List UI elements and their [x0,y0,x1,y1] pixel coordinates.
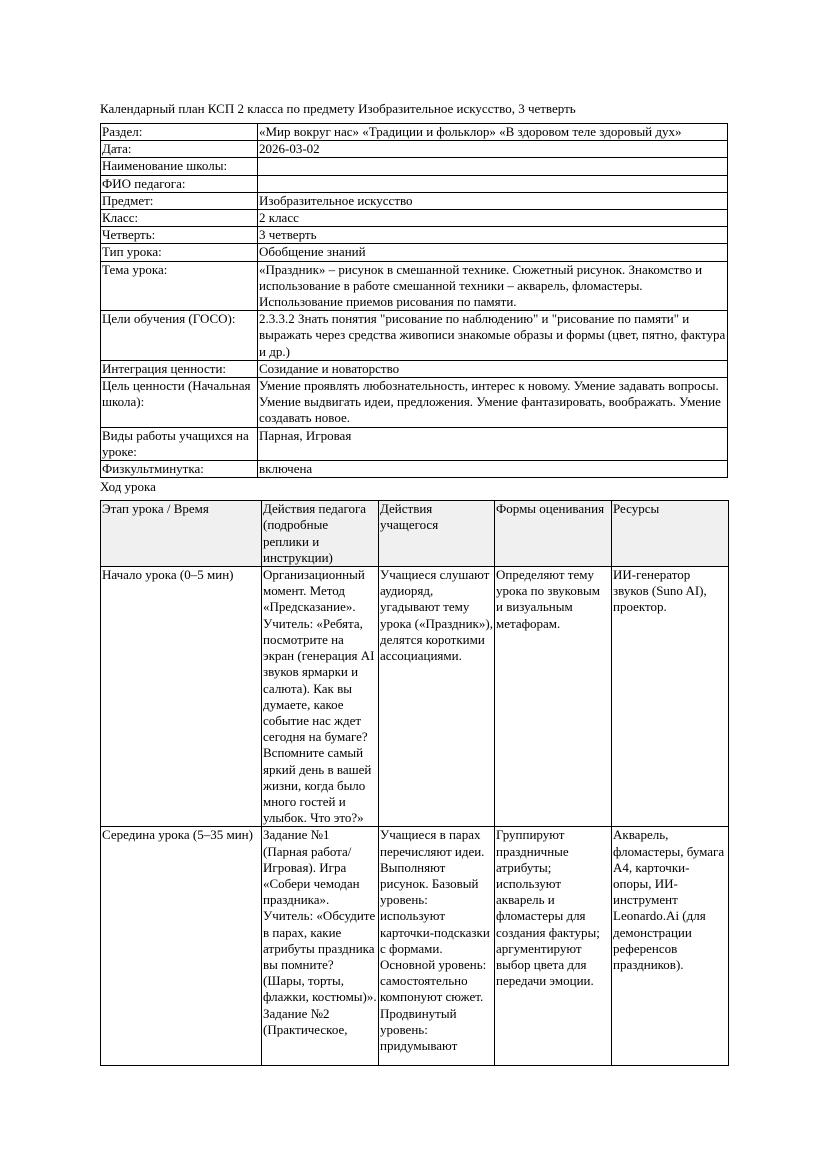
info-value: Умение проявлять любознательность, интерес к новому. Умение задавать вопросы. Умение выдвигать идеи, предложения. Умение фантазировать, воображать. Умение создавать новое. [258,378,728,428]
lesson-flow-label: Ход урока [100,479,156,495]
flow-header-teacher: Действия педагога (подробные реплики и инструкции) [262,501,379,567]
info-value: 2026-03-02 [258,141,728,158]
flow-row-start [101,567,729,827]
info-key: Виды работы учащихся на уроке: [101,427,258,460]
info-row [101,378,728,428]
info-row [101,427,728,460]
info-value: Изобразительное искусство [258,192,728,209]
info-key: Физкультминутка: [101,461,258,478]
info-key: Тип урока: [101,244,258,261]
info-key: Класс: [101,210,258,227]
info-row [101,227,728,244]
flow-header-stage: Этап урока / Время [101,501,262,567]
info-value [258,158,728,175]
info-value: «Мир вокруг нас» «Традиции и фольклор» «В здоровом теле здоровый дух» [258,124,728,141]
flow-teacher-text: Задание №1 (Парная работа/Игровая). Игра «Собери чемодан праздника». Учитель: «Обсудите в парах, какие атрибуты праздника вы помните? (Шары, торты, флажки, костюмы)». Задание №2 (Практическое, [263,827,377,1037]
flow-row-middle [101,827,729,1066]
info-value: Парная, Игровая [258,427,728,460]
info-row [101,141,728,158]
flow-student-cell: Учащиеся слушают аудиоряд, угадывают тему урока («Праздник»), делятся короткими ассоциациями. [379,567,495,827]
info-key: Предмет: [101,192,258,209]
info-value: Созидание и новаторство [258,360,728,377]
info-row [101,461,728,478]
flow-assessment-text: Группируют праздничные атрибуты; используют акварель и фломастеры для создания фактуры; аргументируют выбор цвета для передачи эмоции. [496,827,600,989]
document-page [100,101,728,1066]
info-value: 2 класс [258,210,728,227]
flow-resources-cell: ИИ-генератор звуков (Suno AI), проектор. [612,567,729,827]
flow-student-text: Учащиеся в парах перечисляют идеи. Выполняют рисунок. Базовый уровень: используют карточки-подсказки с формами. Основной уровень: самостоятельно компонуют сюжет. Продвинутый уровень: придумывают [380,827,490,1053]
info-value: 3 четверть [258,227,728,244]
info-key: ФИО педагога: [101,175,258,192]
info-row [101,311,728,361]
info-row [101,192,728,209]
info-key: Интеграция ценности: [101,360,258,377]
flow-header-assessment: Формы оценивания [495,501,612,567]
flow-teacher-cell [262,827,379,1066]
info-value: включена [258,461,728,478]
flow-stage-cell [101,827,262,1066]
lesson-info-table [100,123,728,478]
flow-resources-cell [612,827,729,1066]
flow-assessment-cell: Определяют тему урока по звуковым и визуальным метафорам. [495,567,612,827]
flow-student-cell [379,827,495,1066]
info-key: Дата: [101,141,258,158]
document-title: Календарный план КСП 2 класса по предмету Изобразительное искусство, 3 четверть [100,101,576,116]
info-value [258,175,728,192]
info-row [101,360,728,377]
info-key: Раздел: [101,124,258,141]
info-row [101,261,728,311]
flow-assessment-cell [495,827,612,1066]
lesson-flow-table [100,500,729,1066]
info-key: Цель ценности (Начальная школа): [101,378,258,428]
flow-resources-text: Акварель, фломастеры, бумага А4, карточки-опоры, ИИ-инструмент Leonardo.Ai (для демонстрации референсов праздников). [613,827,725,972]
info-row [101,244,728,261]
flow-stage-cell: Начало урока (0–5 мин) [101,567,262,827]
flow-teacher-cell: Организационный момент. Метод «Предсказание». Учитель: «Ребята, посмотрите на экран (генерация AI звуков ярмарки и салюта). Как вы думаете, какое событие нас ждет сегодня на бумаге? Вспомните самый яркий день в вашей жизни, когда было много гостей и улыбок. Что это?» [262,567,379,827]
info-value: Обобщение знаний [258,244,728,261]
info-row [101,124,728,141]
flow-header-student: Действия учащегося [379,501,495,567]
info-value: 2.3.3.2 Знать понятия "рисование по наблюдению" и "рисование по памяти" и выражать через средства живописи знакомые образы и формы (цвет, пятно, фактура и др.) [258,311,728,361]
info-key: Цели обучения (ГОСО): [101,311,258,361]
info-key: Наименование школы: [101,158,258,175]
info-row [101,210,728,227]
flow-header-resources: Ресурсы [612,501,729,567]
info-row [101,175,728,192]
info-value: «Праздник» – рисунок в смешанной технике. Сюжетный рисунок. Знакомство и использование в работе смешанной техники – акварель, фломастеры. Использование приемов рисования по памяти. [258,261,728,311]
flow-header-row [101,501,729,567]
flow-stage-text: Середина урока (5–35 мин) [102,827,253,843]
info-key: Тема урока: [101,261,258,311]
info-row [101,158,728,175]
info-key: Четверть: [101,227,258,244]
